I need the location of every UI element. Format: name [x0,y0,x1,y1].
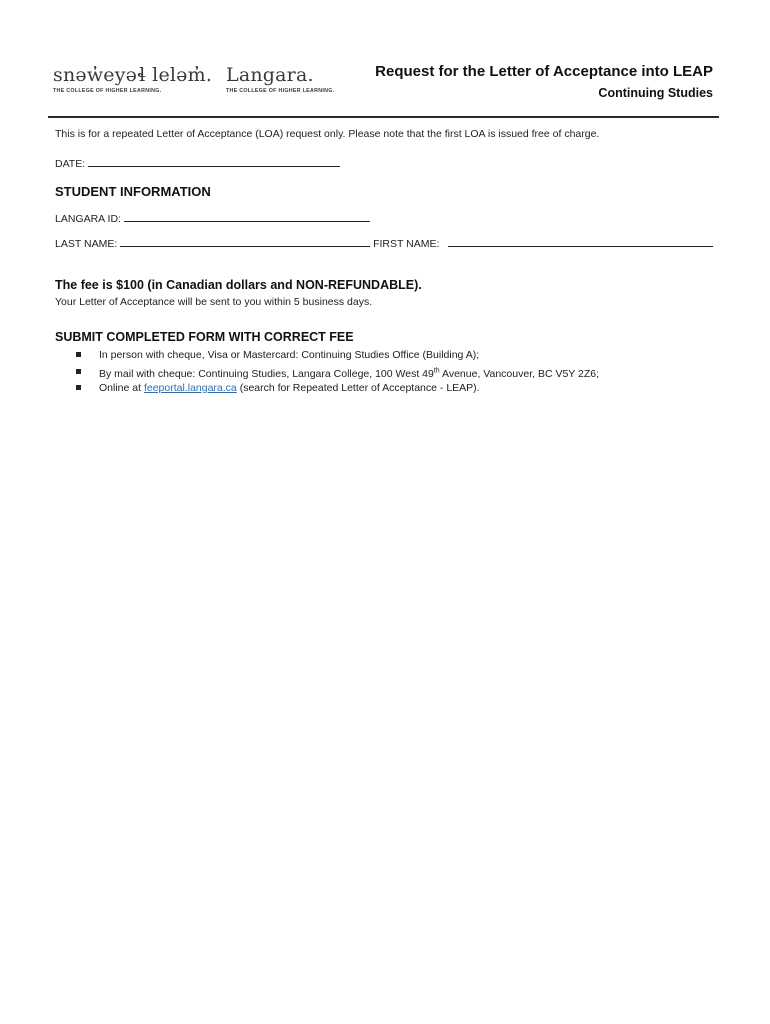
submit-methods-list [55,347,599,397]
date-label: DATE: [55,158,86,170]
langara-logo [226,64,334,94]
fee-heading: The fee is $100 (in Canadian dollars and NON-REFUNDABLE). [55,278,422,292]
fee-portal-link[interactable]: feeportal.langara.ca [143,382,237,394]
mail-text-part: Avenue, Vancouver, BC V5Y 2Z6; [439,368,600,380]
header-divider [48,116,719,118]
online-text-part: (search for Repeated Letter of Acceptance - LEAP). [236,382,480,394]
bullet-icon [76,352,81,357]
intro-text: This is for a repeated Letter of Acceptance (LOA) request only. Please note that the first LOA is issued free of charge. [55,128,600,140]
bullet-icon [76,385,81,390]
date-field[interactable] [88,157,340,167]
name-row [55,237,713,250]
logo-wordmark: Langara. [226,64,314,86]
list-item [55,364,599,381]
fee-note: Your Letter of Acceptance will be sent to you within 5 business days. [55,296,373,308]
submit-heading: SUBMIT COMPLETED FORM WITH CORRECT FEE [55,330,354,344]
mail-text-part: By mail with cheque: Continuing Studies, Langara College, 100 West 49 [99,368,434,380]
list-item [55,380,599,397]
page-title: Request for the Letter of Acceptance into LEAP [375,63,713,80]
langara-id-field[interactable] [124,212,370,222]
bullet-icon [76,369,81,374]
langara-id-label: LANGARA ID: [55,213,121,225]
date-row [55,157,340,170]
last-name-field[interactable] [120,237,370,247]
first-name-field[interactable] [448,237,713,247]
last-name-label: LAST NAME: [55,238,118,250]
submit-by-mail [99,368,599,380]
logo-tagline: THE COLLEGE OF HIGHER LEARNING. [53,88,162,94]
snaweyal-lelam-logo [53,64,212,94]
page-subtitle: Continuing Studies [598,86,713,100]
student-info-heading: STUDENT INFORMATION [55,184,211,199]
ordinal-suffix: th [433,367,440,375]
first-name-label: FIRST NAME: [373,238,440,250]
list-item [55,347,599,364]
online-text-part: Online at [99,382,144,394]
logo-tagline: THE COLLEGE OF HIGHER LEARNING. [226,88,335,94]
logo-wordmark: snəw̓eyəɬ leləm̓. [53,64,213,86]
submit-online [99,382,480,394]
langara-id-row [55,212,370,225]
submit-in-person: In person with cheque, Visa or Mastercard: Continuing Studies Office (Building A); [99,349,480,361]
